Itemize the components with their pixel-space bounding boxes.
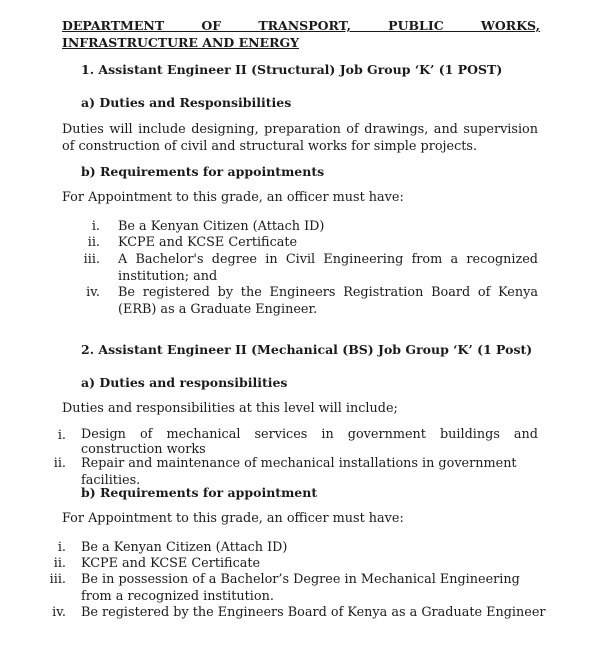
list-item-text: KCPE and KCSE Certificate (118, 235, 298, 250)
list-item-text: Be registered by the Engineers Board of Kenya as a Graduate Engineer (81, 605, 546, 620)
list-item-number: iv. (52, 605, 66, 620)
section-2-requirements-intro: For Appointment to this grade, an officer must have: (62, 511, 404, 526)
list-item-text: Be a Kenyan Citizen (Attach ID) (118, 219, 325, 234)
department-heading: DEPARTMENT OF TRANSPORT, PUBLIC WORKS, INFRASTRUCTURE AND ENERGY (62, 18, 540, 50)
list-item-number: iii. (49, 572, 66, 587)
section-2-duties-heading: a) Duties and responsibilities (81, 375, 288, 390)
list-item-text: KCPE and KCSE Certificate (81, 556, 261, 571)
list-item-text: A Bachelor's degree in Civil Engineering from a recognized institution; and (118, 252, 538, 284)
section-2-duties-intro: Duties and responsibilities at this level will include; (62, 401, 398, 416)
list-item-number: iii. (83, 252, 100, 267)
list-item-text: Be registered by the Engineers Registration Board of Kenya (ERB) as a Graduate Engineer. (118, 285, 538, 317)
section-1-requirements-heading: b) Requirements for appointments (81, 164, 325, 179)
list-item-text: Repair and maintenance of mechanical installations in government facilities. (81, 456, 517, 488)
list-item-text: Be in possession of a Bachelor’s Degree in Mechanical Engineering from a recognized institution. (81, 572, 520, 604)
list-item-text: Design of mechanical services in government buildings and construction works (81, 427, 538, 457)
list-item-number: ii. (53, 456, 66, 471)
list-item-number: ii. (53, 556, 66, 571)
list-item-number: i. (91, 219, 100, 234)
list-item-number: i. (57, 428, 66, 443)
section-2-requirements-heading: b) Requirements for appointment (81, 485, 318, 500)
section-2-heading: 2. Assistant Engineer II (Mechanical (BS) Job Group ‘K’ (1 Post) (81, 342, 533, 357)
section-1-duties-heading: a) Duties and Responsibilities (81, 95, 292, 110)
list-item-number: iv. (86, 285, 100, 300)
section-1-heading: 1. Assistant Engineer II (Structural) Job Group ‘K’ (1 POST) (81, 62, 503, 77)
list-item-number: ii. (87, 235, 100, 250)
list-item-text: Be a Kenyan Citizen (Attach ID) (81, 540, 288, 555)
section-1-requirements-intro: For Appointment to this grade, an officer must have: (62, 190, 404, 205)
list-item-number: i. (57, 540, 66, 555)
section-1-duties-text: Duties will include designing, preparation of drawings, and supervision of construction of civil and structural works for simple projects. (62, 122, 538, 154)
